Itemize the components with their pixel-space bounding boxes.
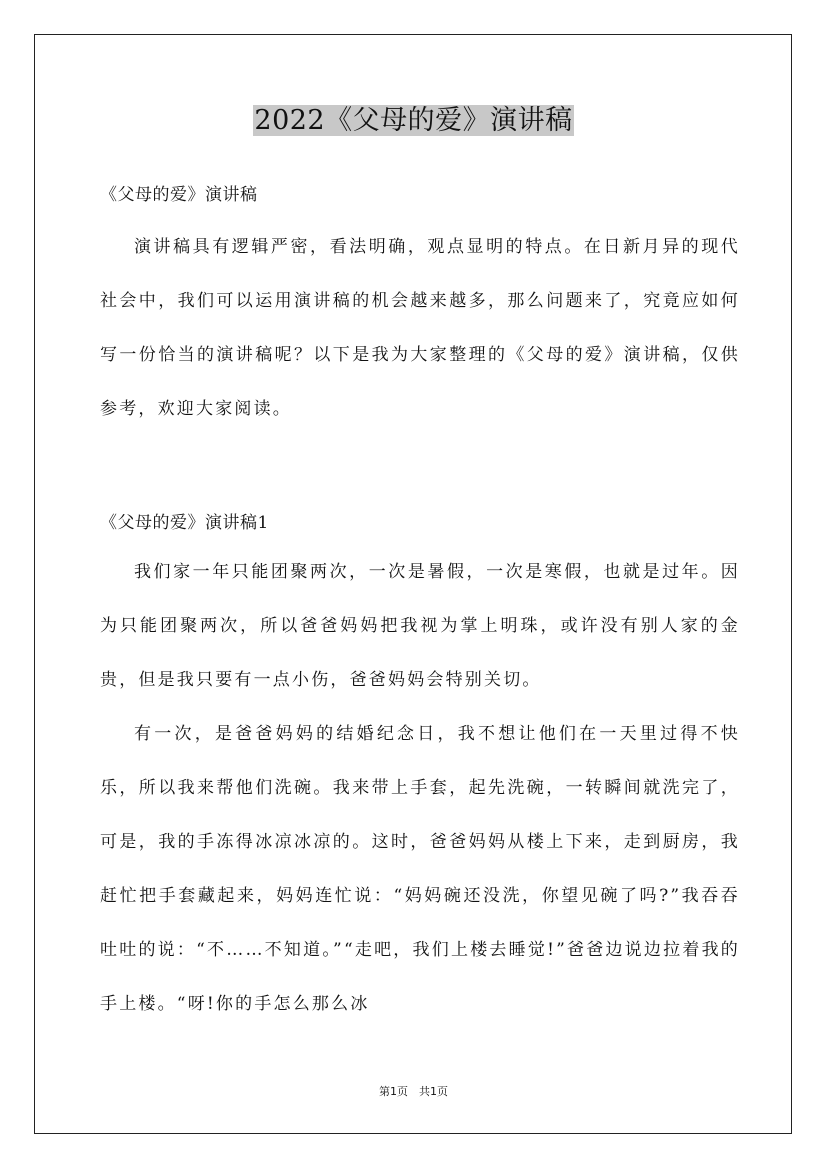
body-paragraph-1: 我们家一年只能团聚两次，一次是暑假，一次是寒假，也就是过年。因为只能团聚两次，所以爸爸妈妈把我视为掌上明珠，或许没有别人家的金贵，但是我只要有一点小伤，爸爸妈妈会特别关切。 — [100, 562, 740, 690]
page-footer: 第1页 共1页 — [379, 1085, 448, 1098]
body-paragraph-2: 有一次，是爸爸妈妈的结婚纪念日，我不想让他们在一天里过得不快乐，所以我来帮他们洗碗。我来带上手套，起先洗碗，一转瞬间就洗完了，可是，我的手冻得冰凉冰凉的。这时，爸爸妈妈从楼上下来，走到厨房，我赶忙把手套藏起来，妈妈连忙说：“妈妈碗还没洗，你望见碗了吗?”我吞吞吐吐的说：“不……不知道。”“走吧，我们上楼去睡觉!”爸爸边说边拉着我的手上楼。“呀!你的手怎么那么冰 — [100, 724, 740, 1014]
document-title-container — [0, 103, 827, 139]
section-body — [100, 545, 740, 1031]
document-title: 2022《父母的爱》演讲稿 — [254, 105, 573, 136]
document-subtitle: 《父母的爱》演讲稿 — [100, 185, 258, 205]
intro-block — [100, 220, 740, 436]
intro-paragraph: 演讲稿具有逻辑严密，看法明确，观点显明的特点。在日新月异的现代社会中，我们可以运用演讲稿的机会越来越多，那么问题来了，究竟应如何写一份恰当的演讲稿呢？以下是我为大家整理的《父母的爱》演讲稿，仅供参考，欢迎大家阅读。 — [100, 237, 740, 419]
section-heading: 《父母的爱》演讲稿1 — [100, 513, 269, 533]
